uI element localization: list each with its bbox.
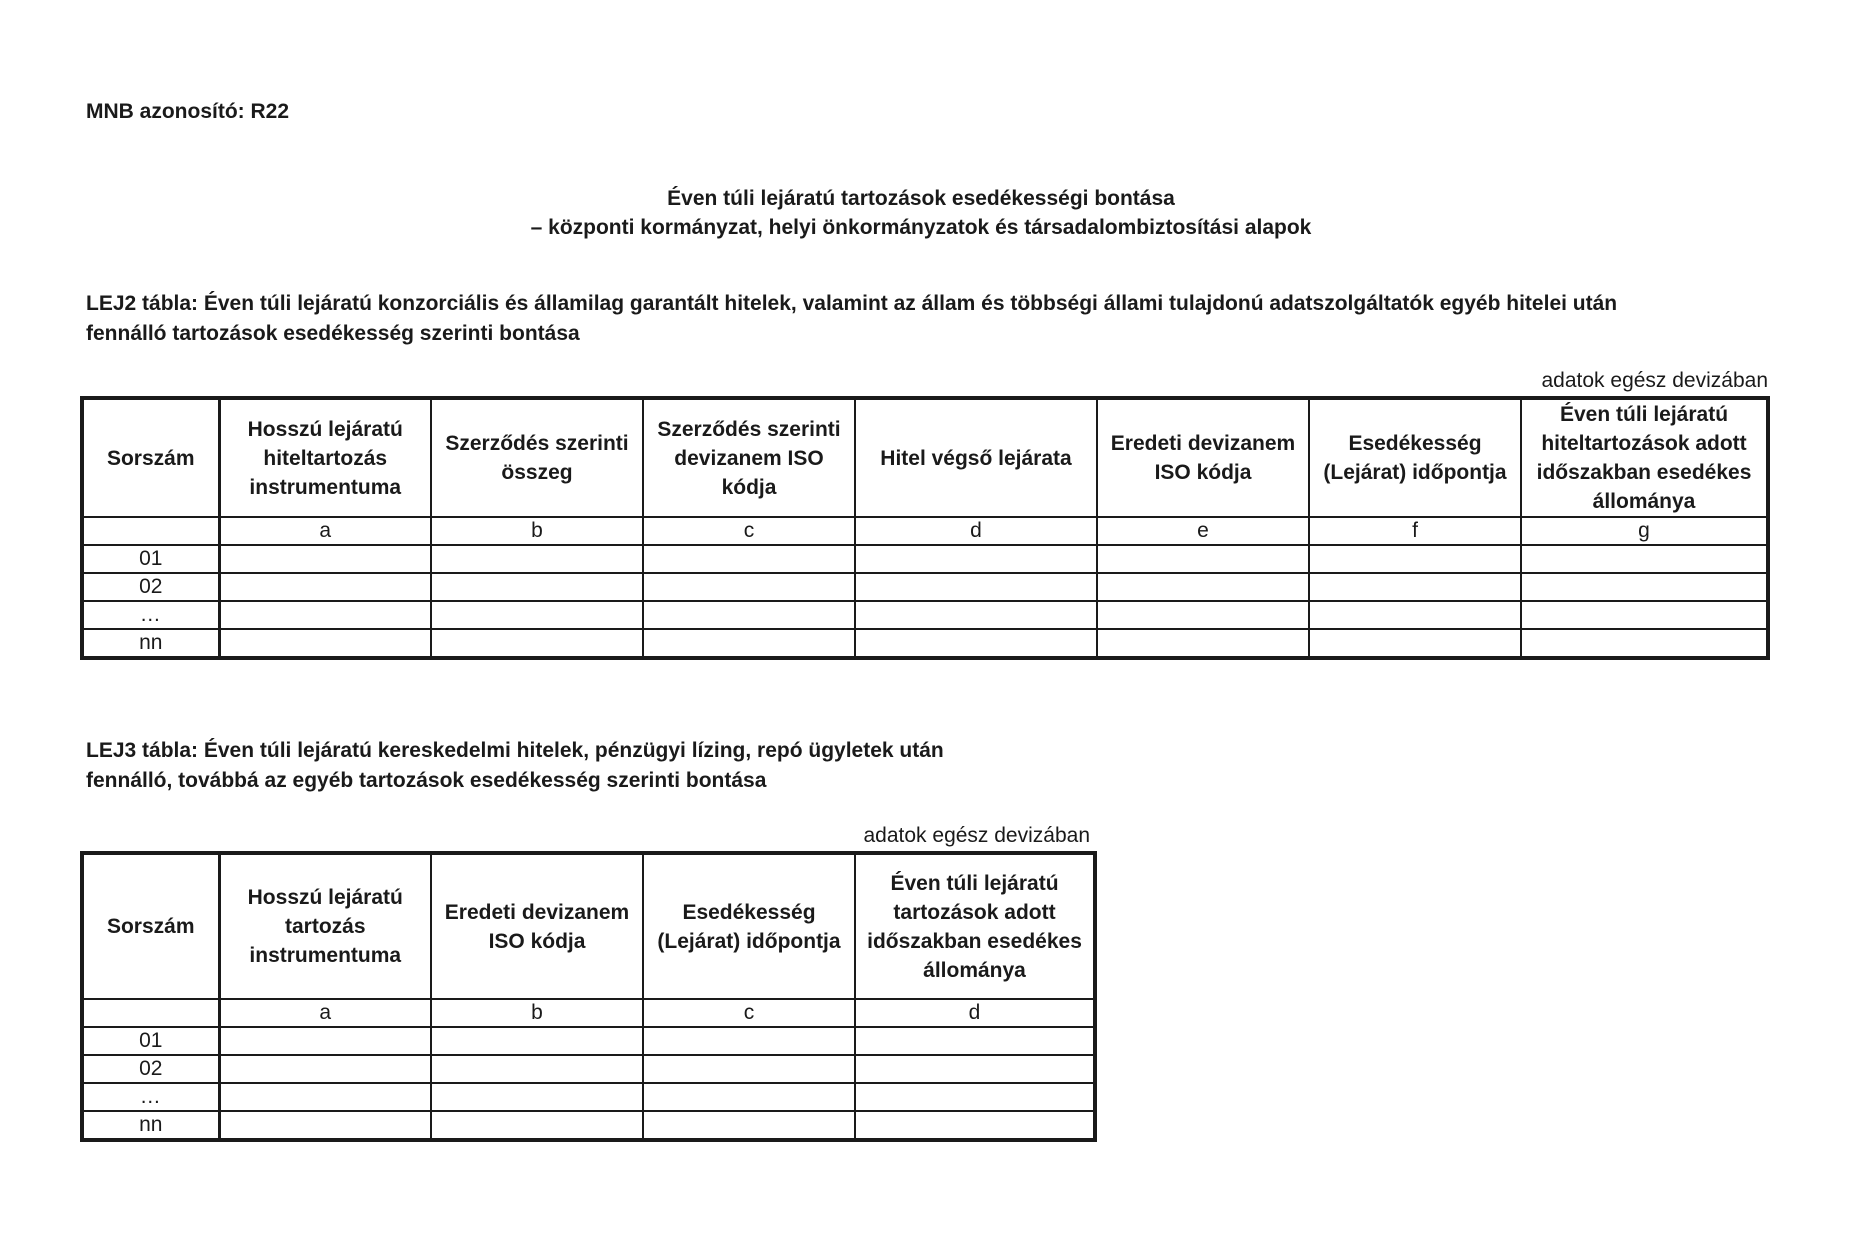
document-title <box>0 184 1842 242</box>
lej2-heading-line1: LEJ2 tábla: Éven túli lejáratú konzorciális és államilag garantált hitelek, valamint az állam és többségi állami tulajdonú adatszolgáltatók egyéb hitelei után <box>86 292 1618 315</box>
input-cell[interactable] <box>219 629 431 658</box>
input-cell[interactable] <box>1521 545 1768 573</box>
lej3-col-header: Sorszám <box>82 853 219 999</box>
input-cell[interactable] <box>219 1083 431 1111</box>
lej2-col-header: Hosszú lejáratú hiteltartozás instrumentuma <box>219 398 431 517</box>
lej2-col-header: Sorszám <box>82 398 219 517</box>
input-cell[interactable] <box>431 1111 643 1140</box>
document-title-line2: – központi kormányzat, helyi önkormányzatok és társadalombiztosítási alapok <box>530 216 1312 239</box>
input-cell[interactable] <box>643 1083 855 1111</box>
row-number: … <box>82 601 219 629</box>
input-cell[interactable] <box>1521 601 1768 629</box>
input-cell[interactable] <box>855 1111 1095 1140</box>
input-cell[interactable] <box>1309 573 1521 601</box>
row-number: nn <box>82 629 219 658</box>
input-cell[interactable] <box>1309 629 1521 658</box>
table-row <box>82 1055 1095 1083</box>
table-row <box>82 573 1768 601</box>
lej3-letter-cell: b <box>431 999 643 1027</box>
input-cell[interactable] <box>855 1055 1095 1083</box>
lej2-table <box>80 396 1770 660</box>
lej2-heading-line2: fennálló tartozások esedékesség szerinti bontása <box>86 322 580 345</box>
input-cell[interactable] <box>643 1055 855 1083</box>
lej2-col-header: Szerződés szerinti devizanem ISO kódja <box>643 398 855 517</box>
input-cell[interactable] <box>643 1111 855 1140</box>
input-cell[interactable] <box>431 629 643 658</box>
input-cell[interactable] <box>643 601 855 629</box>
lej3-table-heading <box>86 736 944 796</box>
lej2-letter-cell: g <box>1521 517 1768 545</box>
input-cell[interactable] <box>855 629 1097 658</box>
table-row <box>82 601 1768 629</box>
lej2-letter-cell: a <box>219 517 431 545</box>
input-cell[interactable] <box>1097 573 1309 601</box>
input-cell[interactable] <box>855 573 1097 601</box>
row-number: nn <box>82 1111 219 1140</box>
input-cell[interactable] <box>219 545 431 573</box>
input-cell[interactable] <box>1309 545 1521 573</box>
lej2-unit-note: adatok egész devizában <box>1541 369 1768 392</box>
lej2-letter-cell: c <box>643 517 855 545</box>
row-number: … <box>82 1083 219 1111</box>
table-row <box>82 545 1768 573</box>
lej3-col-header: Éven túli lejáratú tartozások adott időszakban esedékes állománya <box>855 853 1095 999</box>
lej2-letter-cell: e <box>1097 517 1309 545</box>
lej3-header-row <box>82 853 1095 999</box>
lej3-letter-row <box>82 999 1095 1027</box>
lej3-letter-cell: a <box>219 999 431 1027</box>
lej3-col-header: Eredeti devizanem ISO kódja <box>431 853 643 999</box>
lej2-letter-cell: b <box>431 517 643 545</box>
table-row <box>82 1111 1095 1140</box>
row-number: 01 <box>82 545 219 573</box>
lej3-unit-note: adatok egész devizában <box>863 824 1090 847</box>
lej3-col-header: Esedékesség (Lejárat) időpontja <box>643 853 855 999</box>
input-cell[interactable] <box>643 629 855 658</box>
input-cell[interactable] <box>1521 573 1768 601</box>
input-cell[interactable] <box>431 573 643 601</box>
lej3-col-header: Hosszú lejáratú tartozás instrumentuma <box>219 853 431 999</box>
table-row <box>82 629 1768 658</box>
lej2-letter-cell: f <box>1309 517 1521 545</box>
input-cell[interactable] <box>855 545 1097 573</box>
input-cell[interactable] <box>1097 601 1309 629</box>
document-title-line1: Éven túli lejáratú tartozások esedékességi bontása <box>667 187 1175 210</box>
lej3-table <box>80 851 1097 1142</box>
lej2-table-heading <box>86 289 1617 349</box>
lej2-col-header: Eredeti devizanem ISO kódja <box>1097 398 1309 517</box>
lej2-letter-row <box>82 517 1768 545</box>
input-cell[interactable] <box>219 601 431 629</box>
input-cell[interactable] <box>855 601 1097 629</box>
lej2-col-header: Éven túli lejáratú hiteltartozások adott időszakban esedékes állománya <box>1521 398 1768 517</box>
row-number: 02 <box>82 573 219 601</box>
input-cell[interactable] <box>1097 629 1309 658</box>
lej2-header-row <box>82 398 1768 517</box>
table-row <box>82 1027 1095 1055</box>
lej2-col-header: Hitel végső lejárata <box>855 398 1097 517</box>
input-cell[interactable] <box>643 1027 855 1055</box>
lej3-letter-cell: d <box>855 999 1095 1027</box>
input-cell[interactable] <box>1097 545 1309 573</box>
input-cell[interactable] <box>219 1027 431 1055</box>
lej2-col-header: Szerződés szerinti összeg <box>431 398 643 517</box>
input-cell[interactable] <box>219 1111 431 1140</box>
lej2-col-header: Esedékesség (Lejárat) időpontja <box>1309 398 1521 517</box>
input-cell[interactable] <box>855 1083 1095 1111</box>
lej2-letter-cell <box>82 517 219 545</box>
input-cell[interactable] <box>219 573 431 601</box>
input-cell[interactable] <box>219 1055 431 1083</box>
input-cell[interactable] <box>1309 601 1521 629</box>
input-cell[interactable] <box>431 545 643 573</box>
lej3-heading-line2: fennálló, továbbá az egyéb tartozások esedékesség szerinti bontása <box>86 769 767 792</box>
input-cell[interactable] <box>1521 629 1768 658</box>
lej3-letter-cell: c <box>643 999 855 1027</box>
input-cell[interactable] <box>855 1027 1095 1055</box>
input-cell[interactable] <box>431 601 643 629</box>
table-row <box>82 1083 1095 1111</box>
input-cell[interactable] <box>431 1055 643 1083</box>
input-cell[interactable] <box>643 573 855 601</box>
row-number: 01 <box>82 1027 219 1055</box>
lej3-letter-cell <box>82 999 219 1027</box>
lej2-letter-cell: d <box>855 517 1097 545</box>
input-cell[interactable] <box>431 1027 643 1055</box>
input-cell[interactable] <box>643 545 855 573</box>
mnb-identifier: MNB azonosító: R22 <box>86 100 290 123</box>
lej3-heading-line1: LEJ3 tábla: Éven túli lejáratú kereskedelmi hitelek, pénzügyi lízing, repó ügyletek után <box>86 739 944 762</box>
row-number: 02 <box>82 1055 219 1083</box>
input-cell[interactable] <box>431 1083 643 1111</box>
